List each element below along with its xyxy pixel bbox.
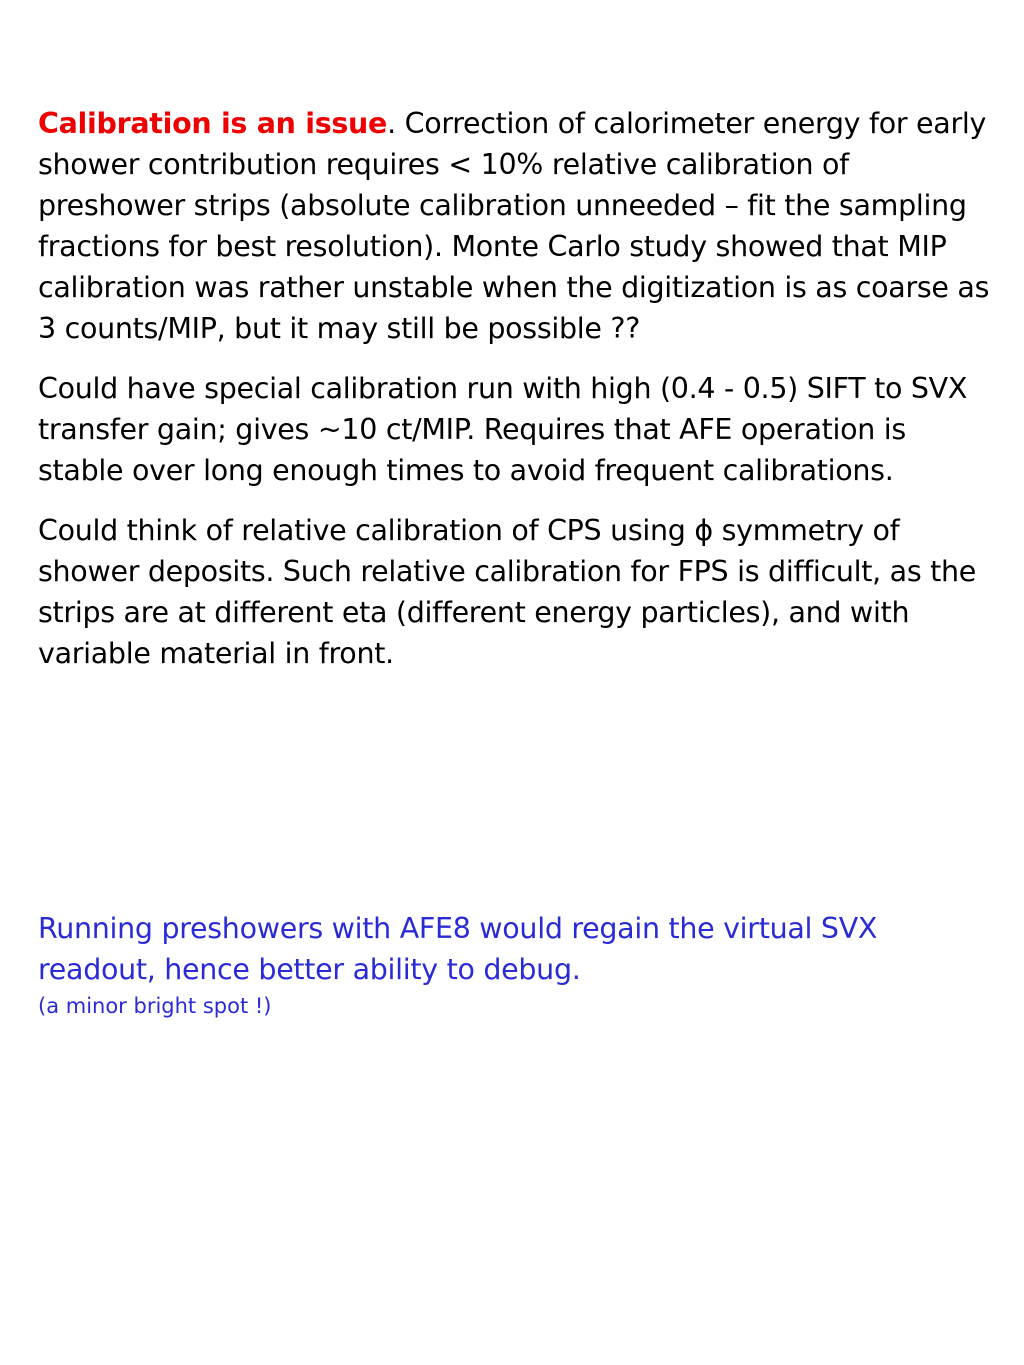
calibration-paragraph [38,103,998,349]
calibration-heading: Calibration is an issue [38,107,388,140]
afe8-note-subtext: (a minor bright spot !) [38,994,272,1018]
slide-body [38,103,998,674]
calibration-text: . Correction of calorimeter energy for early shower contribution requires < 10% relative calibration of preshower strips (absolute calibration unneeded – fit the sampling fractions for best resolution). Monte Carlo study showed that MIP calibration was rather unstable when the digitization is as coarse as 3 counts/MIP, but it may still be possible ?? [38,107,990,345]
phi-symmetry-paragraph: Could think of relative calibration of CPS using ϕ symmetry of shower deposits. Such relative calibration for FPS is difficult, as the strips are at different eta (different energy particles), and with variable material in front. [38,514,977,670]
special-run-paragraph: Could have special calibration run with high (0.4 - 0.5) SIFT to SVX transfer gain; gives ~10 ct/MIP. Requires that AFE operation is stable over long enough times to avoid frequent calibrations. [38,372,968,487]
afe8-note [38,908,998,1020]
afe8-note-text: Running preshowers with AFE8 would regain the virtual SVX readout, hence better ability to debug. [38,912,878,986]
